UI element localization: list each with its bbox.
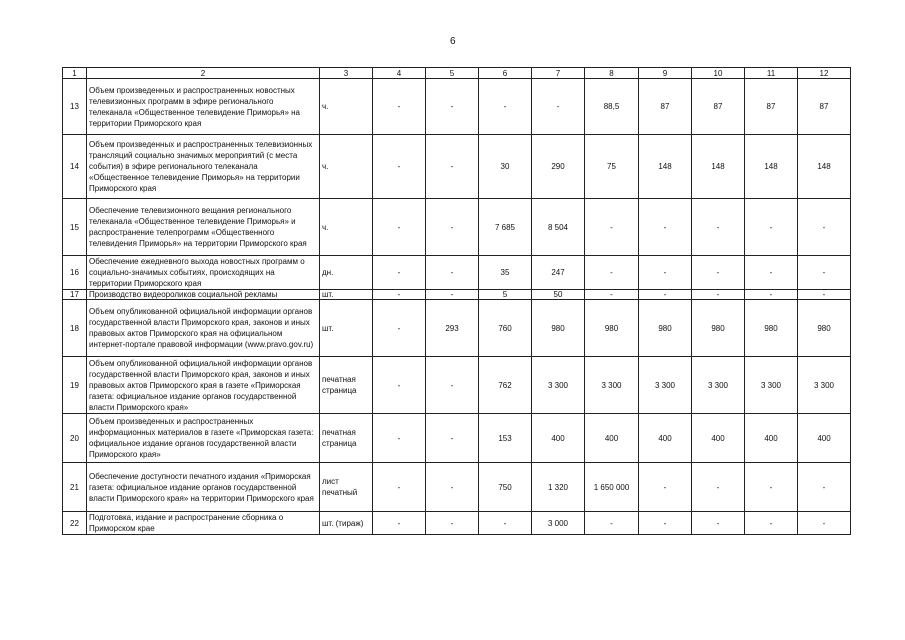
value-cell: - (373, 463, 426, 512)
value-cell: 980 (798, 300, 851, 357)
value-cell: - (585, 512, 639, 535)
value-cell: - (745, 290, 798, 300)
value-cell: - (373, 135, 426, 199)
row-description: Производство видеороликов социальной рекламы (87, 290, 320, 300)
value-cell: - (479, 79, 532, 135)
value-cell: 50 (532, 290, 585, 300)
value-cell: - (692, 290, 745, 300)
value-cell: 3 300 (692, 357, 745, 414)
header-row (63, 68, 851, 79)
value-cell: - (798, 256, 851, 290)
header-cell: 10 (692, 68, 745, 79)
value-cell: - (426, 199, 479, 256)
value-cell: - (426, 414, 479, 463)
header-cell: 8 (585, 68, 639, 79)
value-cell: 148 (745, 135, 798, 199)
page-number: 6 (450, 36, 456, 47)
value-cell: - (426, 79, 479, 135)
row-unit: шт. (320, 300, 373, 357)
value-cell: 87 (745, 79, 798, 135)
value-cell: 3 300 (585, 357, 639, 414)
row-number: 18 (63, 300, 87, 357)
value-cell: 3 300 (639, 357, 692, 414)
row-description: Обеспечение телевизионного вещания регионального телеканала «Общественное телевидение Приморья» и распространение телепрограмм «Общественного телевидения Приморья» на территории Приморского края (87, 199, 320, 256)
row-description: Объем произведенных и распространенных новостных телевизионных программ в эфире регионального телеканала «Общественное телевидение Приморья» на территории Приморского края (87, 79, 320, 135)
value-cell: - (798, 199, 851, 256)
row-number: 15 (63, 199, 87, 256)
value-cell: - (585, 256, 639, 290)
row-number: 17 (63, 290, 87, 300)
row-description: Объем опубликованной официальной информации органов государственной власти Приморского края, законов и иных правовых актов Приморского края на официальном интернет-портале правовой информации (www.pravo.gov.ru) (87, 300, 320, 357)
value-cell: - (373, 199, 426, 256)
table-row (63, 135, 851, 199)
header-cell: 4 (373, 68, 426, 79)
table-row (63, 463, 851, 512)
row-unit: печатная страница (320, 357, 373, 414)
value-cell: 3 300 (532, 357, 585, 414)
value-cell: 980 (585, 300, 639, 357)
value-cell: 3 000 (532, 512, 585, 535)
row-unit: дн. (320, 256, 373, 290)
value-cell: - (532, 79, 585, 135)
table-body (63, 68, 851, 535)
row-number: 13 (63, 79, 87, 135)
value-cell: - (426, 357, 479, 414)
value-cell: - (692, 463, 745, 512)
table-row (63, 414, 851, 463)
row-unit: лист печатный (320, 463, 373, 512)
indicators-table (62, 67, 851, 535)
value-cell: 148 (798, 135, 851, 199)
value-cell: 400 (798, 414, 851, 463)
value-cell: - (373, 512, 426, 535)
header-cell: 2 (87, 68, 320, 79)
row-description: Объем опубликованной официальной информации органов государственной власти Приморского края, законов и иных правовых актов Приморского края в газете «Приморская газета: официальное издание органов государственной власти Приморского края» (87, 357, 320, 414)
row-number: 16 (63, 256, 87, 290)
value-cell: 88,5 (585, 79, 639, 135)
value-cell: - (585, 290, 639, 300)
value-cell: - (373, 357, 426, 414)
value-cell: - (426, 135, 479, 199)
value-cell: 30 (479, 135, 532, 199)
header-cell: 6 (479, 68, 532, 79)
value-cell: 8 504 (532, 199, 585, 256)
row-unit: шт. (320, 290, 373, 300)
value-cell: 750 (479, 463, 532, 512)
value-cell: - (479, 512, 532, 535)
value-cell: 7 685 (479, 199, 532, 256)
value-cell: - (373, 79, 426, 135)
value-cell: - (639, 463, 692, 512)
table-row (63, 290, 851, 300)
header-cell: 5 (426, 68, 479, 79)
header-cell: 9 (639, 68, 692, 79)
value-cell: - (585, 199, 639, 256)
value-cell: 87 (692, 79, 745, 135)
value-cell: 247 (532, 256, 585, 290)
value-cell: - (692, 199, 745, 256)
value-cell: - (692, 256, 745, 290)
value-cell: 148 (692, 135, 745, 199)
header-cell: 11 (745, 68, 798, 79)
value-cell: - (798, 290, 851, 300)
value-cell: 148 (639, 135, 692, 199)
value-cell: 400 (745, 414, 798, 463)
value-cell: - (745, 463, 798, 512)
row-number: 20 (63, 414, 87, 463)
value-cell: 980 (745, 300, 798, 357)
value-cell: - (639, 256, 692, 290)
value-cell: - (745, 512, 798, 535)
table-row (63, 300, 851, 357)
row-description: Обеспечение ежедневного выхода новостных программ о социально-значимых событиях, происходящих на территории Приморского края (87, 256, 320, 290)
value-cell: - (426, 512, 479, 535)
value-cell: 75 (585, 135, 639, 199)
row-description: Объем произведенных и распространенных информационных материалов в газете «Приморская газета: официальное издание органов государственной власти Приморского края» (87, 414, 320, 463)
row-unit: ч. (320, 135, 373, 199)
value-cell: 35 (479, 256, 532, 290)
value-cell: - (798, 512, 851, 535)
header-cell: 1 (63, 68, 87, 79)
row-number: 19 (63, 357, 87, 414)
value-cell: - (373, 414, 426, 463)
row-description: Обеспечение доступности печатного издания «Приморская газета: официальное издание органов государственной власти Приморского края» на территории Приморского края (87, 463, 320, 512)
value-cell: 290 (532, 135, 585, 199)
value-cell: - (692, 512, 745, 535)
row-number: 14 (63, 135, 87, 199)
value-cell: - (639, 290, 692, 300)
value-cell: 3 300 (798, 357, 851, 414)
value-cell: - (798, 463, 851, 512)
table-row (63, 512, 851, 535)
value-cell: 400 (585, 414, 639, 463)
row-number: 21 (63, 463, 87, 512)
value-cell: - (745, 256, 798, 290)
value-cell: 87 (798, 79, 851, 135)
value-cell: - (426, 463, 479, 512)
value-cell: 3 300 (745, 357, 798, 414)
row-unit: ч. (320, 79, 373, 135)
row-unit: ч. (320, 199, 373, 256)
value-cell: - (745, 199, 798, 256)
value-cell: 87 (639, 79, 692, 135)
row-unit: шт. (тираж) (320, 512, 373, 535)
header-cell: 12 (798, 68, 851, 79)
value-cell: - (373, 300, 426, 357)
value-cell: 760 (479, 300, 532, 357)
table-row (63, 256, 851, 290)
row-number: 22 (63, 512, 87, 535)
value-cell: 1 650 000 (585, 463, 639, 512)
row-description: Объем произведенных и распространенных телевизионных трансляций социально значимых мероприятий (с места события) в эфире регионального телеканала «Общественное телевидение Приморья» на территории Приморского края (87, 135, 320, 199)
value-cell: 762 (479, 357, 532, 414)
table-row (63, 199, 851, 256)
value-cell: 400 (639, 414, 692, 463)
table-row (63, 79, 851, 135)
value-cell: 980 (639, 300, 692, 357)
value-cell: 1 320 (532, 463, 585, 512)
row-unit: печатная страница (320, 414, 373, 463)
value-cell: - (426, 256, 479, 290)
row-description: Подготовка, издание и распространение сборника о Приморском крае (87, 512, 320, 535)
value-cell: 400 (692, 414, 745, 463)
value-cell: 400 (532, 414, 585, 463)
table-row (63, 357, 851, 414)
value-cell: 5 (479, 290, 532, 300)
value-cell: - (426, 290, 479, 300)
header-cell: 3 (320, 68, 373, 79)
value-cell: 153 (479, 414, 532, 463)
value-cell: 980 (532, 300, 585, 357)
value-cell: - (639, 512, 692, 535)
header-cell: 7 (532, 68, 585, 79)
value-cell: - (373, 256, 426, 290)
value-cell: - (373, 290, 426, 300)
value-cell: - (639, 199, 692, 256)
value-cell: 293 (426, 300, 479, 357)
value-cell: 980 (692, 300, 745, 357)
